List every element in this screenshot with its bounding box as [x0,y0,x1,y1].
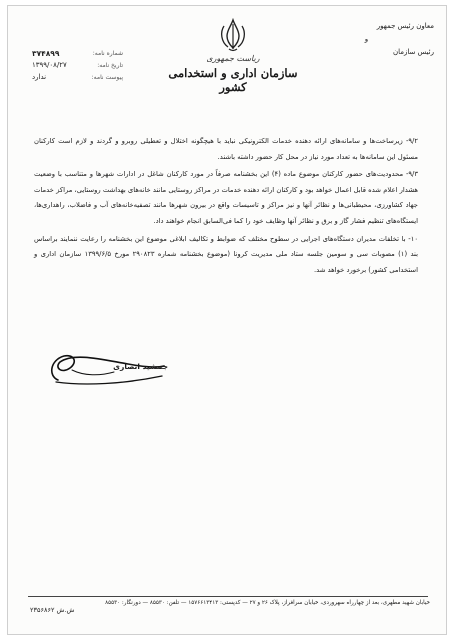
iran-emblem-icon [218,18,248,52]
footer-address: خیابان شهید مطهری، بعد از چهارراه سهروردی، خیابان سرافراز، پلاک ۲۶ و ۲۷ — کدپستی: ۱۵۷۶۶۱۳۴۱۳ — تلفن: ۸۵۵۳۰ — دورنگار: ۸۵۵۳۰ [105,600,430,606]
number-label: شماره نامه: [92,50,123,57]
letter-page [7,5,447,635]
addressee-line-1: معاون رئیس جمهور [376,22,434,30]
addressee-block [339,20,434,59]
date-value: ۱۳۹۹/۰۸/۲۷ [32,61,67,69]
footer-fax-number: ش.ش ۲۳۵۶۸۶۲ [30,606,75,614]
addressee-connector: و [364,35,369,43]
signatory-name: جمشید انصاری [113,362,168,371]
paragraph-9-3: ۹/۳- محدودیت‌های حضور کارکنان موضوع ماده (۴) این بخشنامه صرفاً در مورد کارکنان شاغل در ادارات شهرها و متناسب با وضعیت هشدار اعلام شده قابل اعمال خواهد بود و کارکنان ارائه دهنده خدمات در مراکز روستایی مانند خانه‌های بهداشت روستایی، مراکز خدمات جهاد کشاورزی، محیطبانی‌ها و نظائر آنها و نیز مراکز و تاسیسات واقع در بیرون شهرها مانند تصفیه‌خانه‌های آب و فاضلاب، راهداری‌ها، ایستگاه‌های تنظیم فشار گاز و برق و نظائر آنها وظایف خود را کما فی‌السابق انجام خواهند داد. [34,170,418,225]
number-value: ۳۷۴۸۹۹ [32,49,60,58]
footer-divider [28,596,428,597]
attachment-value: ندارد [32,73,47,81]
letter-meta [28,50,123,86]
paragraph-10: ۱۰- با تخلفات مدیران دستگاه‌های اجرایی در سطوح مختلف که ضوابط و تکالیف ابلاغی موضوع این بخشنامه را رعایت ننمایند براساس بند (۱) مصوبات سی و سومین جلسه ستاد ملی مدیریت کرونا (موضوع بخشنامه شماره ۲۹۰۸۲۳ مورخ ۱۳۹۹/۶/۵ سازمان اداری و استخدامی کشور) برخورد خواهد شد. [34,234,418,274]
addressee-line-2: رئیس سازمان [393,48,434,56]
date-label: تاریخ نامه: [97,62,123,69]
letter-body [34,134,418,278]
organization-title: سازمان اداری و استخدامی کشور [168,66,298,94]
paragraph-9-2: ۹/۲- زیرساخت‌ها و سامانه‌های ارائه دهنده خدمات الکترونیکی نباید با هیچگونه اختلال و تعطیلی روبرو و گردند و لازم است کارکنان مسئول این سامانه‌ها به تعداد مورد نیاز در محل کار حضور داشته باشند. [34,137,418,161]
attachment-label: پیوست نامه: [91,74,123,81]
presidency-title: ریاست جمهوری [206,54,260,63]
meta-attachment-row [28,74,123,86]
